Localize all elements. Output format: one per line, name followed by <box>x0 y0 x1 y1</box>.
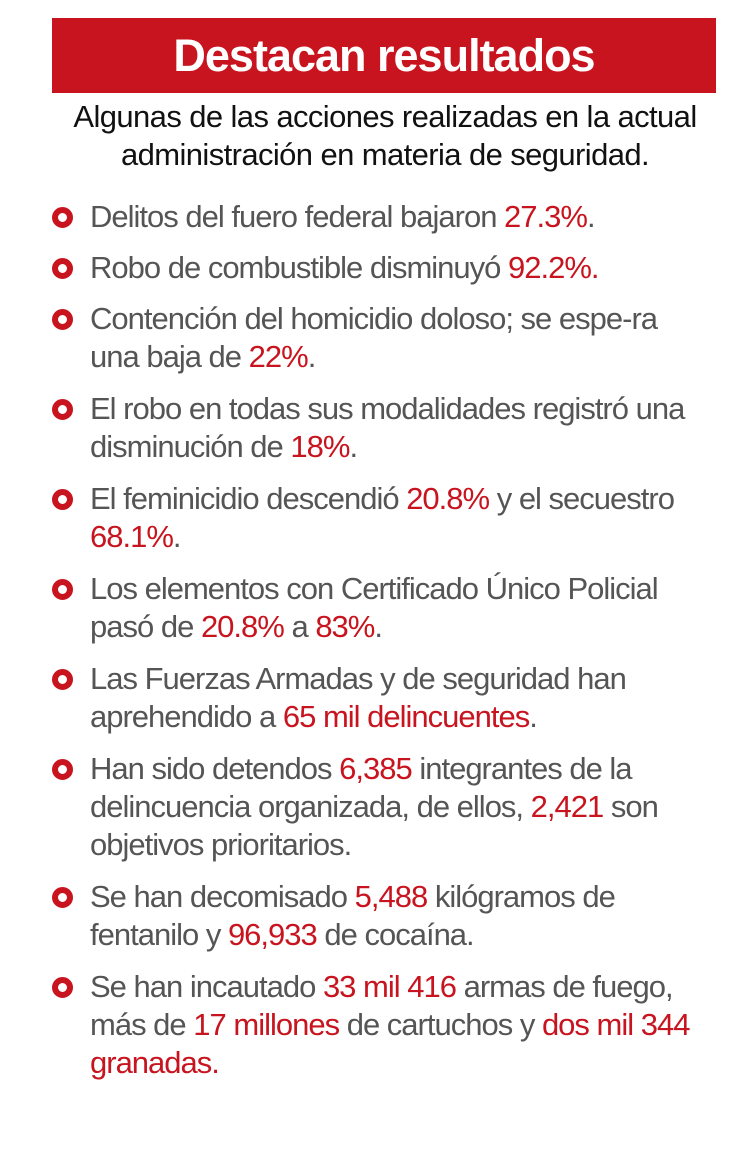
list-item-text <box>90 751 658 862</box>
item-text-segment: . <box>307 339 316 374</box>
item-text-segment: Contención del homicidio doloso; se espe-ra una baja de <box>90 301 658 374</box>
list-item <box>50 878 710 954</box>
highlighted-figure: 65 mil delincuentes <box>282 699 530 734</box>
item-text-segment: y el secuestro <box>489 481 674 516</box>
highlighted-figure: 22% <box>248 339 308 374</box>
item-text-segment: . <box>172 519 181 554</box>
page-title: Destacan resultados <box>173 29 595 81</box>
item-text-segment: Han sido detendos <box>90 751 340 786</box>
list-item-text <box>90 571 658 644</box>
highlighted-figure: 2,421 <box>530 789 604 824</box>
list-item <box>50 480 710 556</box>
item-text-segment: El feminicidio descendió <box>90 481 407 516</box>
item-text-segment: kilógramos de fentanilo y <box>90 879 615 952</box>
list-item-text <box>90 199 595 234</box>
highlighted-figure: 5,488 <box>354 879 428 914</box>
subtitle: Algunas de las acciones realizadas en la actual administración en materia de seguridad. <box>73 99 697 172</box>
highlighted-figure: 20.8% <box>406 481 490 516</box>
list-item <box>50 660 710 736</box>
ring-bullet-icon <box>52 309 73 330</box>
list-item-text <box>90 969 689 1080</box>
list-item <box>50 198 710 236</box>
highlighted-figure: 33 mil 416 <box>322 969 456 1004</box>
list-item-text <box>90 481 674 554</box>
ring-bullet-icon <box>52 489 73 510</box>
list-item <box>50 968 710 1082</box>
ring-bullet-icon <box>52 399 73 420</box>
item-text-segment: son objetivos prioritarios. <box>90 789 658 862</box>
ring-bullet-icon <box>52 579 73 600</box>
item-text-segment: Se han decomisado <box>90 879 355 914</box>
ring-bullet-icon <box>52 207 73 228</box>
item-text-segment: . <box>586 199 595 234</box>
item-text-segment: . <box>374 609 382 644</box>
list-item <box>50 300 710 376</box>
ring-bullet-icon <box>52 977 73 998</box>
highlighted-figure: 96,933 <box>227 917 317 952</box>
list-item-text <box>90 250 599 285</box>
ring-bullet-icon <box>52 759 73 780</box>
item-text-segment: Se han incautado <box>90 969 323 1004</box>
list-item-text <box>90 301 657 374</box>
highlighted-figure: dos mil 344 granadas. <box>90 1007 690 1080</box>
item-text-segment: armas de fuego, más de <box>90 969 673 1042</box>
highlighted-figure: 6,385 <box>339 751 412 786</box>
item-text-segment: El robo en todas sus modalidades registró una disminución de <box>90 391 685 464</box>
highlighted-figure: 92.2%. <box>508 250 599 285</box>
ring-bullet-icon <box>52 258 73 279</box>
item-text-segment: de cartuchos y <box>339 1007 542 1042</box>
highlighted-figure: 83% <box>315 609 375 644</box>
item-text-segment: integrantes de la delincuencia organizada, de ellos, <box>90 751 632 824</box>
list-item-text <box>90 391 684 464</box>
list-item <box>50 249 710 287</box>
header-banner <box>52 18 716 93</box>
item-text-segment: . <box>349 429 358 464</box>
highlighted-figure: 17 millones <box>193 1007 340 1042</box>
list-item-text <box>90 879 615 952</box>
list-item <box>50 570 710 646</box>
item-text-segment: Robo de combustible disminuyó <box>90 250 509 285</box>
highlighted-figure: 68.1% <box>90 519 173 554</box>
item-text-segment: Delitos del fuero federal bajaron <box>90 199 505 234</box>
highlighted-figure: 27.3% <box>504 199 587 234</box>
item-text-segment: Los elementos con Certificado Único Policial pasó de <box>90 571 658 644</box>
list-item-text <box>90 661 626 734</box>
results-list <box>50 198 710 1096</box>
item-text-segment: . <box>529 699 537 734</box>
highlighted-figure: 20.8% <box>200 609 284 644</box>
list-item <box>50 750 710 864</box>
item-text-segment: Las Fuerzas Armadas y de seguridad han aprehendido a <box>90 661 626 734</box>
list-item <box>50 390 710 466</box>
ring-bullet-icon <box>52 887 73 908</box>
highlighted-figure: 18% <box>290 429 350 464</box>
ring-bullet-icon <box>52 669 73 690</box>
item-text-segment: a <box>283 609 316 644</box>
item-text-segment: de cocaína. <box>316 917 474 952</box>
